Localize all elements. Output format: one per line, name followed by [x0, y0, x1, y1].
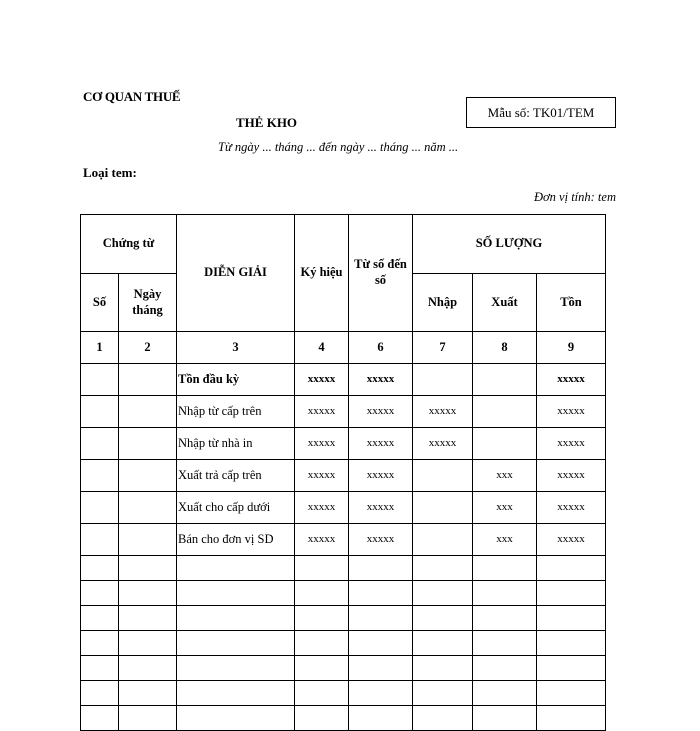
cell-in — [413, 460, 473, 492]
cell-no — [81, 364, 119, 396]
empty-cell — [473, 606, 537, 631]
empty-cell — [81, 606, 119, 631]
empty-cell — [537, 681, 606, 706]
empty-cell — [349, 581, 413, 606]
cell-balance: xxxxx — [537, 492, 606, 524]
header-qty-in: Nhập — [413, 274, 473, 332]
header-voucher-no: Số — [81, 274, 119, 332]
cell-desc: Nhập từ nhà in — [177, 428, 295, 460]
column-number-3: 3 — [177, 332, 295, 364]
empty-cell — [295, 681, 349, 706]
empty-cell — [177, 681, 295, 706]
cell-symbol: xxxxx — [295, 428, 349, 460]
empty-cell — [81, 706, 119, 731]
empty-cell — [473, 656, 537, 681]
table-row — [81, 524, 606, 556]
cell-desc: Nhập từ cấp trên — [177, 396, 295, 428]
empty-cell — [537, 631, 606, 656]
empty-cell — [81, 656, 119, 681]
empty-cell — [177, 606, 295, 631]
form-code-text: Mẫu số: TK01/TEM — [487, 104, 595, 120]
cell-no — [81, 492, 119, 524]
empty-cell — [295, 631, 349, 656]
form-code-box — [466, 97, 616, 128]
cell-date — [119, 428, 177, 460]
column-number-4: 4 — [295, 332, 349, 364]
cell-balance: xxxxx — [537, 524, 606, 556]
cell-date — [119, 396, 177, 428]
empty-cell — [177, 581, 295, 606]
empty-cell — [177, 631, 295, 656]
cell-symbol: xxxxx — [295, 396, 349, 428]
column-number-6: 7 — [413, 332, 473, 364]
column-number-8: 9 — [537, 332, 606, 364]
empty-cell — [119, 606, 177, 631]
column-number-1: 1 — [81, 332, 119, 364]
empty-cell — [119, 706, 177, 731]
cell-desc: Xuất trả cấp trên — [177, 460, 295, 492]
header-serial-range: Từ số đến số — [349, 215, 413, 332]
cell-desc: Tồn đầu kỳ — [177, 364, 295, 396]
cell-out: xxx — [473, 460, 537, 492]
empty-cell — [295, 581, 349, 606]
empty-cell — [537, 706, 606, 731]
form-title: THẺ KHO — [236, 115, 298, 130]
empty-cell — [295, 556, 349, 581]
cell-in — [413, 492, 473, 524]
empty-cell — [177, 656, 295, 681]
empty-cell — [81, 581, 119, 606]
cell-date — [119, 460, 177, 492]
unit-label: Đơn vị tính: tem — [533, 190, 616, 204]
cell-out — [473, 364, 537, 396]
header-qty-out: Xuất — [473, 274, 537, 332]
empty-cell — [473, 681, 537, 706]
column-number-5: 6 — [349, 332, 413, 364]
empty-cell — [413, 656, 473, 681]
empty-cell — [413, 631, 473, 656]
empty-cell — [349, 556, 413, 581]
cell-in: xxxxx — [413, 428, 473, 460]
empty-row — [81, 656, 606, 681]
empty-cell — [413, 556, 473, 581]
cell-symbol: xxxxx — [295, 460, 349, 492]
cell-desc: Bán cho đơn vị SD — [177, 524, 295, 556]
cell-no — [81, 460, 119, 492]
cell-serial: xxxxx — [349, 460, 413, 492]
cell-date — [119, 492, 177, 524]
cell-out — [473, 396, 537, 428]
cell-no — [81, 396, 119, 428]
empty-cell — [349, 631, 413, 656]
empty-cell — [177, 556, 295, 581]
empty-cell — [119, 656, 177, 681]
empty-cell — [473, 631, 537, 656]
cell-date — [119, 364, 177, 396]
empty-cell — [413, 606, 473, 631]
cell-out: xxx — [473, 524, 537, 556]
cell-serial: xxxxx — [349, 492, 413, 524]
empty-cell — [349, 606, 413, 631]
empty-cell — [119, 681, 177, 706]
empty-cell — [177, 706, 295, 731]
empty-row — [81, 581, 606, 606]
cell-out — [473, 428, 537, 460]
cell-no — [81, 524, 119, 556]
empty-cell — [537, 656, 606, 681]
empty-cell — [413, 706, 473, 731]
empty-cell — [537, 581, 606, 606]
cell-serial: xxxxx — [349, 364, 413, 396]
empty-cell — [473, 581, 537, 606]
empty-row — [81, 681, 606, 706]
cell-serial: xxxxx — [349, 428, 413, 460]
cell-symbol: xxxxx — [295, 524, 349, 556]
cell-in — [413, 524, 473, 556]
empty-cell — [349, 706, 413, 731]
empty-cell — [473, 556, 537, 581]
empty-cell — [81, 631, 119, 656]
empty-cell — [537, 556, 606, 581]
period-line: Từ ngày ... tháng ... đến ngày ... tháng ... năm ... — [218, 140, 459, 154]
header-symbol: Ký hiệu — [295, 215, 349, 332]
header-quantity: SỐ LƯỢNG — [413, 215, 606, 274]
empty-cell — [81, 681, 119, 706]
empty-cell — [349, 656, 413, 681]
cell-desc: Xuất cho cấp dưới — [177, 492, 295, 524]
empty-cell — [413, 581, 473, 606]
agency-label: CƠ QUAN THUẾ — [83, 89, 181, 104]
table-row — [81, 364, 606, 396]
cell-balance: xxxxx — [537, 460, 606, 492]
column-number-7: 8 — [473, 332, 537, 364]
cell-balance: xxxxx — [537, 396, 606, 428]
empty-cell — [81, 556, 119, 581]
empty-cell — [537, 606, 606, 631]
table-row — [81, 428, 606, 460]
cell-in — [413, 364, 473, 396]
header-voucher-date: Ngày tháng — [119, 274, 177, 332]
empty-cell — [295, 606, 349, 631]
empty-row — [81, 556, 606, 581]
header-voucher: Chứng từ — [81, 215, 177, 274]
empty-cell — [349, 681, 413, 706]
empty-cell — [119, 581, 177, 606]
table-row — [81, 460, 606, 492]
cell-serial: xxxxx — [349, 524, 413, 556]
cell-in: xxxxx — [413, 396, 473, 428]
empty-row — [81, 631, 606, 656]
cell-balance: xxxxx — [537, 428, 606, 460]
cell-symbol: xxxxx — [295, 364, 349, 396]
cell-serial: xxxxx — [349, 396, 413, 428]
column-number-2: 2 — [119, 332, 177, 364]
empty-row — [81, 706, 606, 731]
empty-cell — [119, 556, 177, 581]
empty-cell — [473, 706, 537, 731]
cell-balance: xxxxx — [537, 364, 606, 396]
empty-cell — [413, 681, 473, 706]
empty-row — [81, 606, 606, 631]
empty-cell — [119, 631, 177, 656]
header-description: DIỄN GIẢI — [177, 215, 295, 332]
table-row — [81, 492, 606, 524]
empty-cell — [295, 706, 349, 731]
header-qty-balance: Tồn — [537, 274, 606, 332]
stock-ledger-table — [80, 214, 606, 731]
cell-out: xxx — [473, 492, 537, 524]
table-row — [81, 396, 606, 428]
cell-date — [119, 524, 177, 556]
cell-symbol: xxxxx — [295, 492, 349, 524]
empty-cell — [295, 656, 349, 681]
stamp-type-label: Loại tem: — [83, 165, 137, 180]
cell-no — [81, 428, 119, 460]
